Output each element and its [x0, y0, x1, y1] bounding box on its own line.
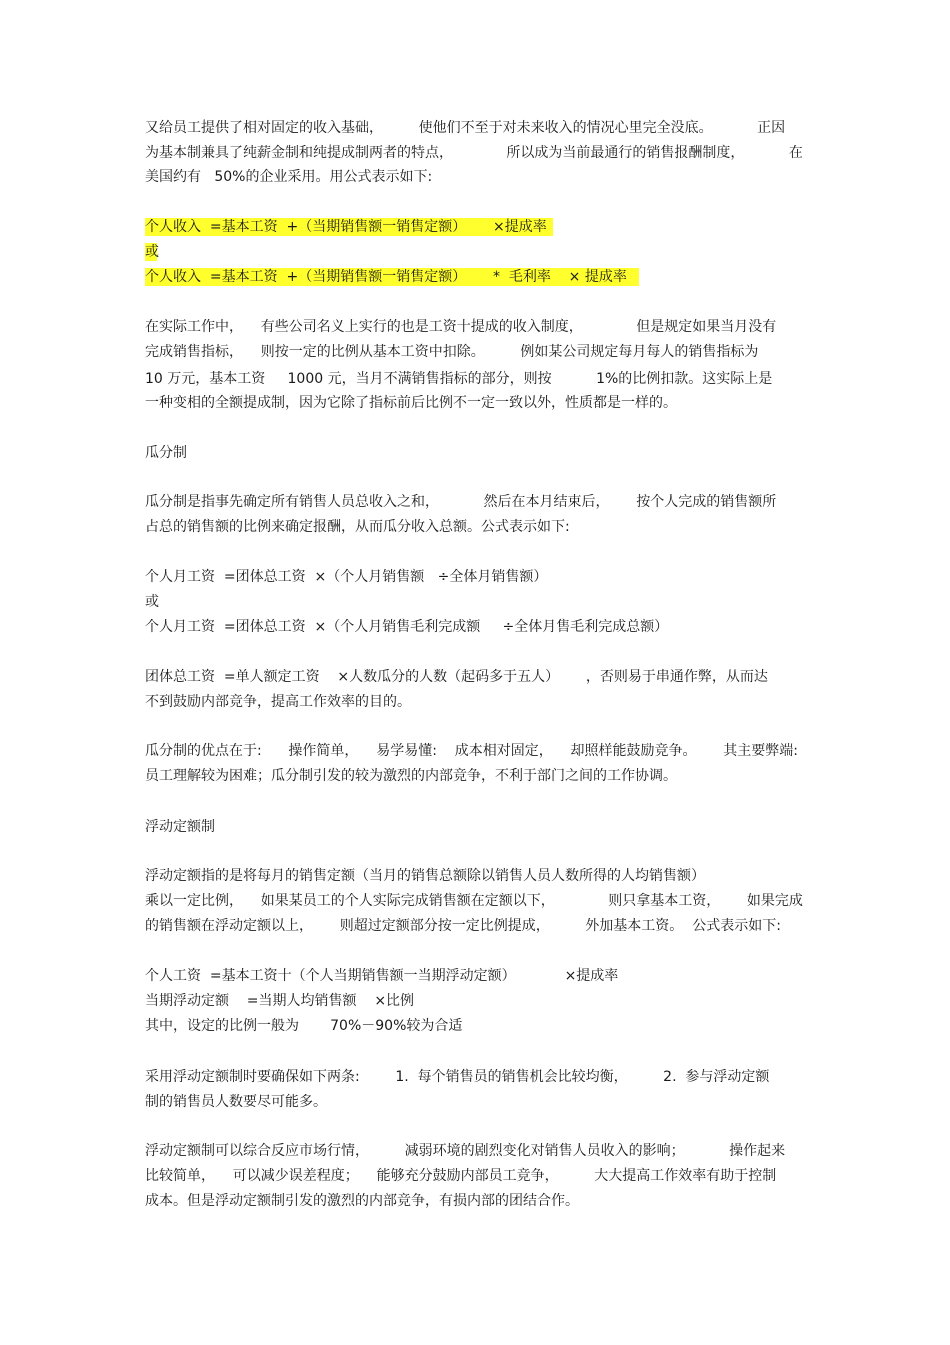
intro-line: 又给员工提供了相对固定的收入基础， 使他们不至于对未来收入的情况心里完全没底。 正因 — [145, 120, 786, 136]
float-formula-line: 其中，设定的比例一般为 70%－90%较为合适 — [145, 1018, 463, 1034]
highlighted-formula-or: 或 — [145, 244, 159, 260]
float-desc-line: 的销售额在浮动定额以上， 则超过定额部分按一定比例提成， 外加基本工资。 公式表示如下: — [145, 918, 781, 934]
intro-line: 美国约有 50%的企业采用。用公式表示如下: — [145, 169, 433, 185]
intro-line: 为基本制兼具了纯薪金制和纯提成制两者的特点， 所以成为当前最通行的销售报酬制度， 在 — [145, 145, 803, 161]
split-formula-line: 个人月工资 =团体总工资 ×（个人月销售毛利完成额 ÷全体月售毛利完成总额） — [145, 619, 669, 635]
split-desc-line: 占总的销售额的比例来确定报酬，从而瓜分收入总额。公式表示如下: — [145, 519, 570, 535]
float-conditions-line: 采用浮动定额制时要确保如下两条: 1. 每个销售员的销售机会比较均衡， 2. 参与浮动定额 — [145, 1069, 770, 1085]
float-conditions-line: 制的销售员人数要尽可能多。 — [145, 1094, 327, 1110]
practice-line: 10 万元，基本工资 1000 元，当月不满销售指标的部分，则按 1%的比例扣款。这实际上是 — [145, 371, 773, 387]
split-formula-line: 或 — [145, 594, 159, 610]
highlighted-formula: 个人收入 =基本工资 +（当期销售额一销售定额） ×提成率 — [145, 218, 553, 236]
split-team-line: 团体总工资 =单人额定工资 ×人数瓜分的人数（起码多于五人） ，否则易于串通作弊，从而达 — [145, 669, 768, 685]
section-heading-float: 浮动定额制 — [145, 819, 215, 835]
practice-line: 在实际工作中， 有些公司名义上实行的也是工资十提成的收入制度， 但是规定如果当月没有 — [145, 319, 777, 335]
split-pros-line: 瓜分制的优点在于: 操作简单， 易学易懂: 成本相对固定， 却照样能鼓励竞争。 其主要弊端: — [145, 743, 798, 759]
float-formula-line: 当期浮动定额 =当期人均销售额 ×比例 — [145, 993, 415, 1009]
float-pros-line: 浮动定额制可以综合反应市场行情， 减弱环境的剧烈变化对销售人员收入的影响； 操作起来 — [145, 1143, 786, 1159]
float-pros-line: 成本。但是浮动定额制引发的激烈的内部竞争，有损内部的团结合作。 — [145, 1193, 579, 1209]
highlighted-formula: 个人收入 =基本工资 +（当期销售额一销售定额） * 毛利率 × 提成率 — [145, 268, 639, 286]
section-heading-split: 瓜分制 — [145, 445, 187, 461]
split-pros-line: 员工理解较为困难；瓜分制引发的较为激烈的内部竞争，不利于部门之间的工作协调。 — [145, 768, 677, 784]
float-pros-line: 比较简单， 可以减少误差程度； 能够充分鼓励内部员工竞争， 大大提高工作效率有助于控制 — [145, 1168, 777, 1184]
float-formula-line: 个人工资 =基本工资十（个人当期销售额一当期浮动定额） ×提成率 — [145, 968, 619, 984]
split-team-line: 不到鼓励内部竞争，提高工作效率的目的。 — [145, 694, 411, 710]
float-desc-line: 乘以一定比例， 如果某员工的个人实际完成销售额在定额以下， 则只拿基本工资， 如果完成 — [145, 893, 803, 909]
split-formula-line: 个人月工资 =团体总工资 ×（个人月销售额 ÷全体月销售额） — [145, 569, 548, 585]
float-desc-line: 浮动定额指的是将每月的销售定额（当月的销售总额除以销售人员人数所得的人均销售额） — [145, 868, 705, 884]
split-desc-line: 瓜分制是指事先确定所有销售人员总收入之和， 然后在本月结束后， 按个人完成的销售额所 — [145, 494, 777, 510]
practice-line: 一种变相的全额提成制，因为它除了指标前后比例不一定一致以外，性质都是一样的。 — [145, 395, 677, 411]
practice-line: 完成销售指标， 则按一定的比例从基本工资中扣除。 例如某公司规定每月每人的销售指标为 — [145, 344, 759, 360]
